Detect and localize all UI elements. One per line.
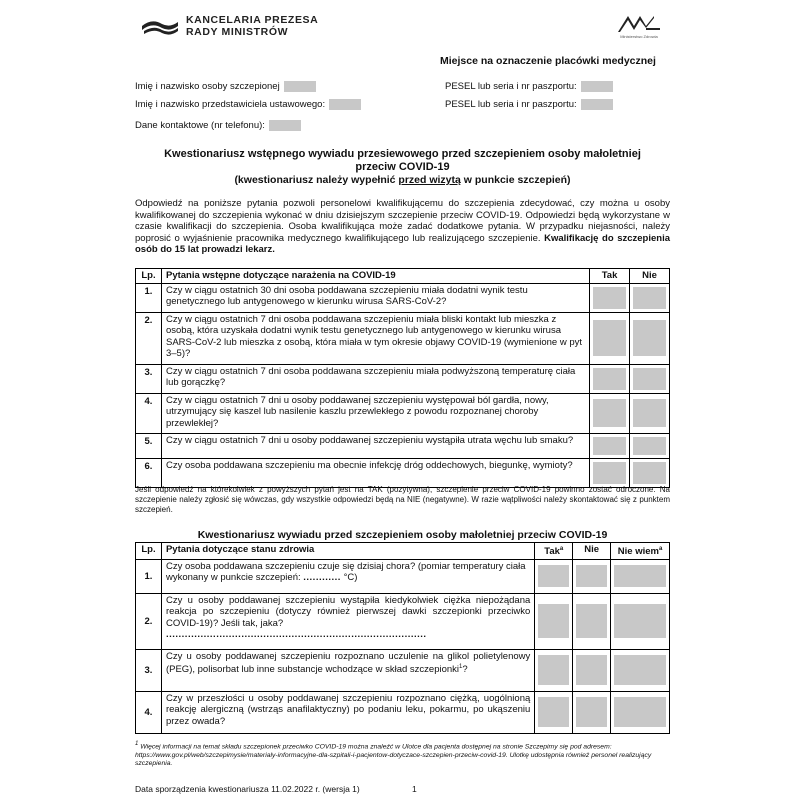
question-text: Czy w ciągu ostatnich 7 dni u osoby poddawanej szczepieniu występował ból gardła, nowy, utrzymujący się kaszel lub nasilenie kaszlu przewlekłego z powodu rozpoznanej choroby przewlekłej?: [161, 393, 589, 433]
table-row: [136, 312, 670, 364]
intro-paragraph: [135, 198, 670, 256]
footnote: [135, 740, 670, 769]
title-screening: [135, 148, 670, 187]
pesel1-input[interactable]: [581, 81, 613, 92]
tak-checkbox[interactable]: [590, 283, 630, 312]
title-line3-underlined: przed wizytą: [398, 174, 461, 186]
pesel2-label: PESEL lub seria i nr paszportu:: [445, 99, 577, 110]
col-question: Pytania wstępne dotyczące narażenia na COVID-19: [161, 269, 589, 284]
col-tak: [535, 543, 573, 560]
question-text: [161, 593, 534, 649]
nie-checkbox[interactable]: [630, 312, 670, 364]
field-row-contact: [135, 120, 301, 131]
table-row: [136, 393, 670, 433]
health-table: [135, 542, 670, 734]
question-text: Czy osoba poddawana szczepieniu ma obecnie infekcję dróg oddechowych, biegunkę, wymioty?: [161, 458, 589, 487]
contact-input[interactable]: [269, 120, 301, 131]
question-text: Czy w ciągu ostatnich 7 dni osoba poddawana szczepieniu miała bliski kontakt lub mieszka z osobą, która uzyskała dodatni wynik testu genetycznego lub antygenowego w kierunku wirusa SARS-CoV-2 lub mieszka z osobą, która miała w tym okresie objawy COVID-19 (wymienione w pyt 3–5)?: [161, 312, 589, 364]
question-body: Czy u osoby poddawanej szczepieniu wystąpiła kiedykolwiek ciężka niepożądana reakcja po szczepieniu (dotyczy również pierwszej dawki szczepionki przeciwko COVID-19)? Jeśli tak, jaka?: [165, 594, 531, 629]
intro-text: Odpowiedź na poniższe pytania pozwoli personelowi kwalifikującemu do szczepienia zdecydować, czy można u osoby kwalifikowanej do szczepienia wykonać w dniu dzisiejszym szczepienie przeciw COVID-19. Odpowiedzi będą wykorzystane w czasie kwalifikacji do szczepienia. Osoba kwalifikująca może zadać dodatkowe pytania. W przypadku niejasności, należy poprosić o wyjaśnienie pracownika medycznego kwalifikującego lub realizującego szczepienie.: [135, 198, 670, 244]
field-row-pesel1: [445, 81, 613, 92]
col-lp: Lp.: [136, 269, 162, 284]
document-date: Data sporządzenia kwestionariusza 11.02.2022 r. (wersja 1): [135, 784, 360, 794]
col-nie-wiem: [611, 543, 670, 560]
screening-table: [135, 268, 670, 488]
col-nie: Nie: [630, 269, 670, 284]
col-nie-wiem-sup: a: [658, 546, 663, 552]
table-header-row: [136, 543, 670, 560]
tak-checkbox[interactable]: [590, 433, 630, 458]
intro-bold: Kwalifikację do szczepienia osób do 15 lat prowadzi lekarz.: [135, 232, 670, 255]
nie-wiem-checkbox[interactable]: [611, 559, 670, 593]
table-row: [136, 364, 670, 393]
footnote-ref: 1: [459, 664, 463, 671]
col-lp: Lp.: [136, 543, 162, 560]
col-nie-wiem-label: Nie wiem: [617, 546, 659, 558]
question-text: [161, 649, 534, 691]
table-row: [136, 559, 670, 593]
kprm-line1: KANCELARIA PREZESA: [186, 14, 319, 26]
nie-wiem-checkbox[interactable]: [611, 691, 670, 733]
question-text: [161, 559, 534, 593]
footnote-text: Więcej informacji na temat składu szczepionek przeciwko COVID-19 można znaleźć w Ulotce dla pacjenta dostępnej na stronie Szczepimy się pod adresem: https://www.gov.pl/web/szczepimysie/materialy-informacyjne-dla-szpitali-i-pacjentow-dotyczace-szczepien-przeciw-covid-19. Ulotkę udostępnia również personel realizujący szczepienia.: [135, 743, 652, 768]
kprm-logo: [140, 14, 318, 38]
title-line3-pre: (kwestionariusz należy wypełnić: [234, 174, 399, 186]
tak-checkbox[interactable]: [590, 312, 630, 364]
nie-checkbox[interactable]: [630, 433, 670, 458]
col-tak-label: Tak: [544, 546, 560, 558]
row-number: 6.: [136, 458, 162, 487]
nie-checkbox[interactable]: [573, 691, 611, 733]
nie-wiem-checkbox[interactable]: [611, 649, 670, 691]
deferral-note: Jeśli odpowiedź na którekolwiek z powyższych pytań jest na TAK (pozytywna), szczepienie przeciw COVID-19 powinno zostać odroczone. Na szczepienie należy zgłosić się wówczas, gdy wszystkie odpowiedzi będą na NIE (negatywne). W razie wątpliwości należy skontaktować się z punktem szczepień.: [135, 485, 670, 514]
row-number: 1.: [136, 559, 162, 593]
contact-label: Dane kontaktowe (nr telefonu):: [135, 120, 265, 131]
nie-checkbox[interactable]: [630, 283, 670, 312]
footnote-divider: [135, 733, 255, 734]
title-line2: przeciw COVID-19: [355, 161, 450, 173]
mz-emblem-icon: [616, 12, 662, 34]
tak-checkbox[interactable]: [535, 593, 573, 649]
table-row: [136, 649, 670, 691]
place-label: Miejsce na oznaczenie placówki medycznej: [440, 55, 656, 67]
row-number: 4.: [136, 691, 162, 733]
col-nie: Nie: [573, 543, 611, 560]
col-question: Pytania dotyczące stanu zdrowia: [161, 543, 534, 560]
nie-checkbox[interactable]: [630, 458, 670, 487]
mz-logo: [616, 12, 662, 39]
tak-checkbox[interactable]: [535, 559, 573, 593]
mz-caption: Ministerstwo Zdrowia: [620, 34, 658, 39]
question-end: ?: [462, 664, 468, 676]
question-text: Czy w ciągu ostatnich 7 dni osoba poddawana szczepieniu miała podwyższoną temperaturę ciała lub gorączkę?: [161, 364, 589, 393]
field-row-guardian: [135, 99, 361, 110]
tak-checkbox[interactable]: [590, 458, 630, 487]
table-row: [136, 458, 670, 487]
col-tak: Tak: [590, 269, 630, 284]
reaction-field[interactable]: ...................................................................................: [165, 629, 427, 641]
guardian-name-label: Imię i nazwisko przedstawiciela ustawowego:: [135, 99, 326, 110]
title-line1: Kwestionariusz wstępnego wywiadu przesiewowego przed szczepieniem osoby małoletniej: [164, 148, 641, 160]
flag-emblem-icon: [140, 16, 180, 36]
pesel1-label: PESEL lub seria i nr paszportu:: [445, 81, 577, 92]
table-row: [136, 691, 670, 733]
row-number: 2.: [136, 312, 162, 364]
tak-checkbox[interactable]: [590, 364, 630, 393]
question-body: Czy osoba poddawana szczepieniu czuje się dzisiaj chora? (pomiar temperatury ciała wykonany w punkcie szczepień:: [165, 560, 526, 584]
title-health: Kwestionariusz wywiadu przed szczepieniem osoby małoletniej przeciw COVID-19: [197, 529, 608, 541]
question-end: °C): [343, 572, 358, 584]
patient-name-input[interactable]: [284, 81, 316, 92]
page-number: 1: [412, 784, 417, 794]
tak-checkbox[interactable]: [590, 393, 630, 433]
row-number: 5.: [136, 433, 162, 458]
question-body: Czy u osoby poddawanej szczepieniu rozpoznano uczulenie na glikol polietylenowy (PEG), polisorbat lub inne substancje wchodzące w skład szczepionki: [165, 650, 531, 676]
guardian-name-input[interactable]: [329, 99, 361, 110]
nie-checkbox[interactable]: [630, 364, 670, 393]
field-row-pesel2: [445, 99, 613, 110]
title-line3: [135, 174, 670, 187]
question-text: Czy w ciągu ostatnich 7 dni u osoby poddawanej szczepieniu wystąpiła utrata węchu lub smaku?: [161, 433, 589, 458]
table-row: [136, 283, 670, 312]
question-text: Czy w ciągu ostatnich 30 dni osoba poddawana szczepieniu miała dodatni wynik testu genetycznego lub antygenowego w kierunku wirusa SARS-CoV-2?: [161, 283, 589, 312]
row-number: 4.: [136, 393, 162, 433]
table-header-row: [136, 269, 670, 284]
col-tak-sup: a: [559, 546, 564, 552]
pesel2-input[interactable]: [581, 99, 613, 110]
nie-wiem-checkbox[interactable]: [611, 593, 670, 649]
nie-checkbox[interactable]: [630, 393, 670, 433]
kprm-line2: RADY MINISTRÓW: [186, 26, 289, 38]
table-row: [136, 433, 670, 458]
nie-checkbox[interactable]: [573, 649, 611, 691]
footnote-mark: 1: [135, 741, 139, 747]
table-row: [136, 593, 670, 649]
nie-checkbox[interactable]: [573, 559, 611, 593]
row-number: 1.: [136, 283, 162, 312]
row-number: 2.: [136, 593, 162, 649]
row-number: 3.: [136, 649, 162, 691]
temperature-field[interactable]: ............: [303, 572, 341, 584]
patient-name-label: Imię i nazwisko osoby szczepionej: [135, 81, 280, 92]
field-row-patient: [135, 81, 316, 92]
tak-checkbox[interactable]: [535, 691, 573, 733]
question-text: Czy w przeszłości u osoby poddawanej szczepieniu rozpoznano ciężką, uogólnioną reakcję alergiczną (wstrząs anafilaktyczny) po podaniu leku, pokarmu, po ukąszeniu przez owada?: [161, 691, 534, 733]
tak-checkbox[interactable]: [535, 649, 573, 691]
nie-checkbox[interactable]: [573, 593, 611, 649]
row-number: 3.: [136, 364, 162, 393]
title-line3-post: w punkcie szczepień): [460, 174, 571, 186]
